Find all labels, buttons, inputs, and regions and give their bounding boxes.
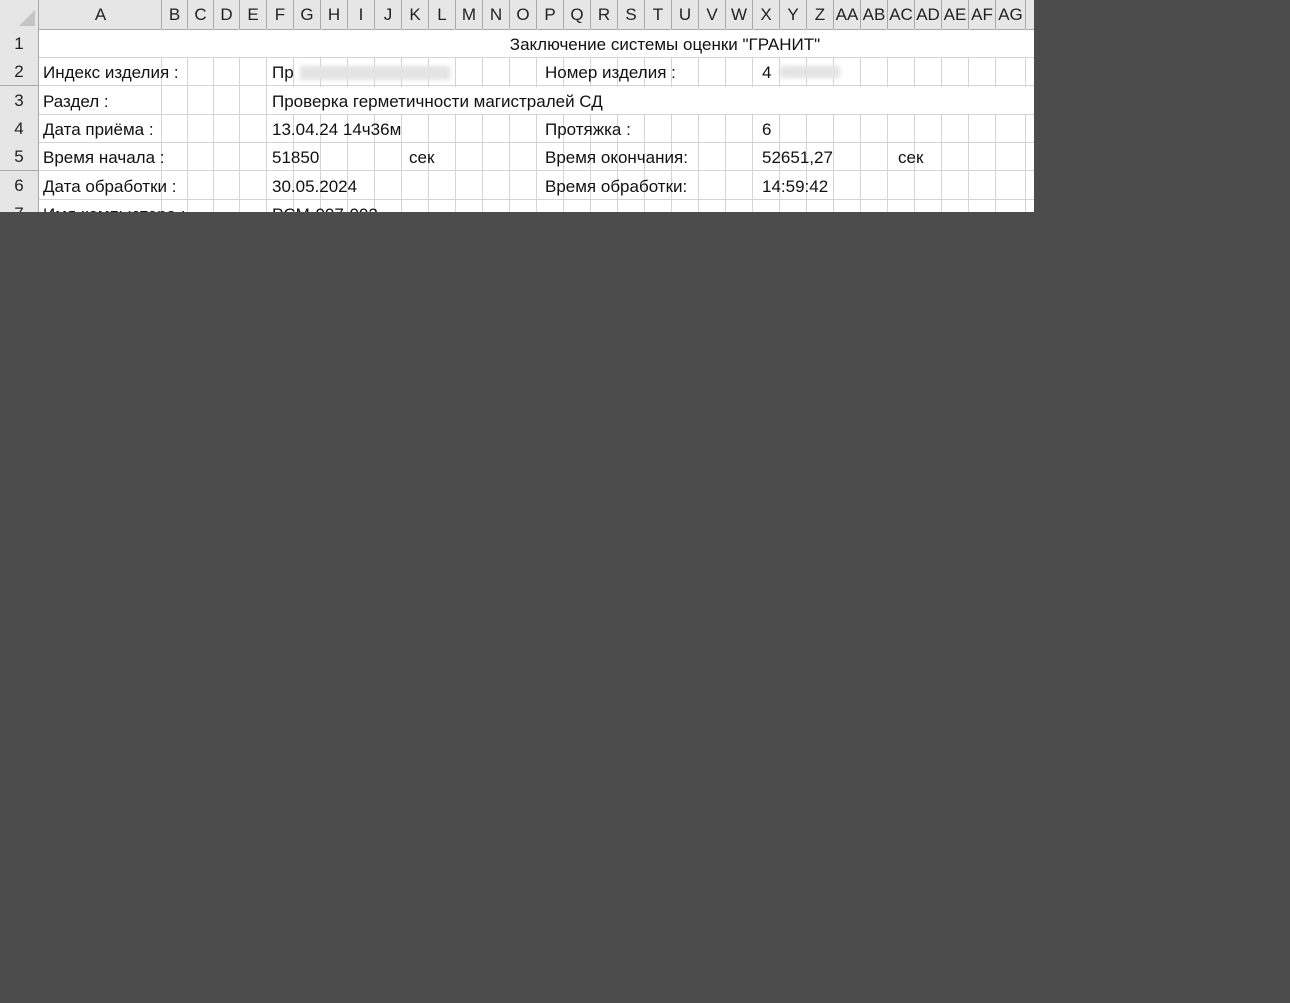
column-header-a[interactable]: A xyxy=(40,0,162,29)
product-number-label[interactable]: Номер изделия : xyxy=(545,63,676,82)
row-header-3[interactable]: 3 xyxy=(0,86,39,115)
section-label[interactable]: Раздел : xyxy=(43,92,109,111)
redacted-product-index xyxy=(300,66,450,80)
product-index-label[interactable]: Индекс изделия : xyxy=(43,63,179,82)
column-header-ae[interactable]: AE xyxy=(942,0,969,29)
pull-label[interactable]: Протяжка : xyxy=(545,120,631,139)
redacted-product-number xyxy=(780,66,840,78)
column-header-z[interactable]: Z xyxy=(807,0,834,29)
column-header-w[interactable]: W xyxy=(726,0,753,29)
column-header-u[interactable]: U xyxy=(672,0,699,29)
column-header-e[interactable]: E xyxy=(240,0,267,29)
column-header-j[interactable]: J xyxy=(375,0,402,29)
column-header-ab[interactable]: AB xyxy=(861,0,888,29)
receive-date-label[interactable]: Дата приёма : xyxy=(43,120,154,139)
select-all-triangle-icon xyxy=(19,10,35,26)
spreadsheet-grid xyxy=(0,0,1034,212)
column-header-m[interactable]: M xyxy=(456,0,483,29)
column-header-t[interactable]: T xyxy=(645,0,672,29)
row-header-5[interactable]: 5 xyxy=(0,142,39,171)
receive-date-value[interactable]: 13.04.24 14ч36м xyxy=(272,120,402,139)
column-header-d[interactable]: D xyxy=(214,0,240,29)
end-time-value[interactable]: 52651,27 xyxy=(762,148,833,167)
end-time-label[interactable]: Время окончания: xyxy=(545,148,688,167)
column-header-h[interactable]: H xyxy=(321,0,348,29)
column-header-r[interactable]: R xyxy=(591,0,618,29)
column-header-l[interactable]: L xyxy=(429,0,456,29)
column-header-g[interactable]: G xyxy=(294,0,321,29)
column-header-ac[interactable]: AC xyxy=(888,0,915,29)
column-header-b[interactable]: B xyxy=(162,0,188,29)
column-header-x[interactable]: X xyxy=(753,0,780,29)
process-time-label[interactable]: Время обработки: xyxy=(545,177,688,196)
select-all-corner[interactable] xyxy=(0,0,39,29)
gridline-horizontal xyxy=(39,85,1034,86)
row-header-2[interactable]: 2 xyxy=(0,57,39,86)
gridline-horizontal xyxy=(39,142,1034,143)
column-header-aa[interactable]: AA xyxy=(834,0,861,29)
gridline-horizontal xyxy=(39,170,1034,171)
column-header-f[interactable]: F xyxy=(267,0,294,29)
column-header-y[interactable]: Y xyxy=(780,0,807,29)
column-header-ag[interactable]: AG xyxy=(996,0,1026,29)
column-header-s[interactable]: S xyxy=(618,0,645,29)
column-header-o[interactable]: O xyxy=(510,0,537,29)
row-header-6[interactable]: 6 xyxy=(0,171,39,200)
pull-value[interactable]: 6 xyxy=(762,120,772,139)
end-time-unit[interactable]: сек xyxy=(898,148,924,167)
column-header-v[interactable]: V xyxy=(699,0,726,29)
row-header-1[interactable]: 1 xyxy=(0,29,39,58)
start-time-unit[interactable]: сек xyxy=(409,148,435,167)
start-time-label[interactable]: Время начала : xyxy=(43,148,165,167)
row-header-4[interactable]: 4 xyxy=(0,114,39,143)
start-time-value[interactable]: 51850 xyxy=(272,148,320,167)
process-time-value[interactable]: 14:59:42 xyxy=(762,177,829,196)
product-number-value[interactable]: 4 xyxy=(762,63,772,82)
column-header-af[interactable]: AF xyxy=(969,0,996,29)
column-header-q[interactable]: Q xyxy=(564,0,591,29)
section-value[interactable]: Проверка герметичности магистралей СД xyxy=(272,92,603,111)
gray-overlay xyxy=(0,212,1034,1003)
gridline-horizontal xyxy=(39,199,1034,200)
column-header-k[interactable]: K xyxy=(402,0,429,29)
column-header-n[interactable]: N xyxy=(483,0,510,29)
process-date-value[interactable]: 30.05.2024 xyxy=(272,177,358,196)
column-header-i[interactable]: I xyxy=(348,0,375,29)
product-index-value[interactable]: Пр xyxy=(272,63,294,82)
report-title[interactable]: Заключение системы оценки "ГРАНИТ" xyxy=(509,35,821,54)
process-date-label[interactable]: Дата обработки : xyxy=(43,177,177,196)
column-header-c[interactable]: C xyxy=(188,0,214,29)
column-header-ad[interactable]: AD xyxy=(915,0,942,29)
column-header-p[interactable]: P xyxy=(537,0,564,29)
